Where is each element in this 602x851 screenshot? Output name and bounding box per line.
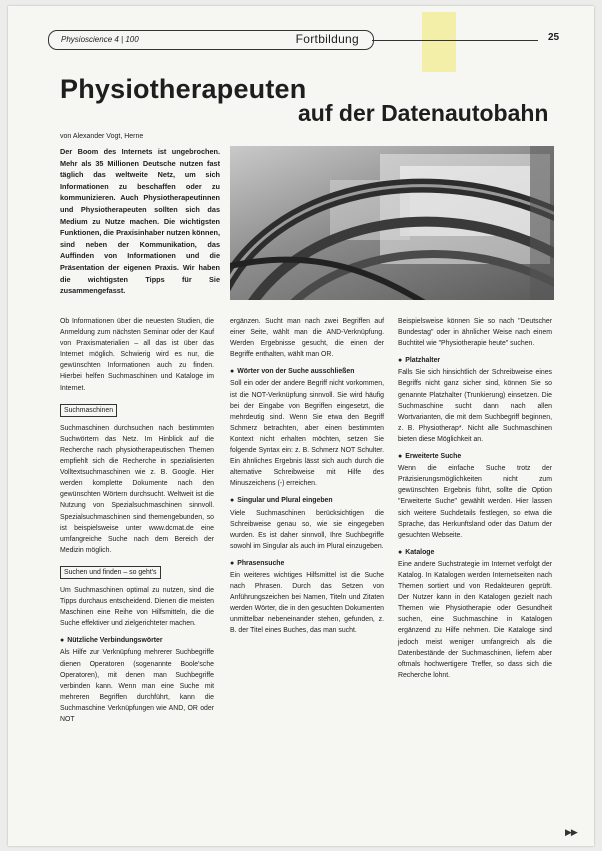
byline: von Alexander Vogt, Herne: [60, 133, 144, 140]
bullet-heading: ● Erweiterte Suche: [398, 451, 552, 462]
bullet-heading: ● Wörter von der Suche ausschließen: [230, 366, 384, 377]
bullet-heading: ● Singular und Plural eingeben: [230, 495, 384, 506]
paragraph: Viele Suchmaschinen berücksichtigen die Schreibweise genau so, wie sie eingegeben wurden. Es ist daher sinnvoll, Ihre Suchbegriffe sowohl im Singular als auch im Plural einzugeben.: [230, 509, 384, 550]
header-rule: [372, 40, 538, 41]
section-heading: Suchen und finden – so geht's: [60, 566, 161, 579]
paragraph: Eine andere Suchstrategie im Internet verfolgt der Katalog. In Katalogen werden Internetseiten nach Themen sortiert und von Redakteuren geprüft. Der Nutzer kann in den Katalogen gezielt nach Themen wie Physiotherapie oder Gesundheit suchen, eine Suchmaschine in Katalogen ergänzend zu Hilfe nehmen. Die Kataloge sind jedoch meist weniger umfangreich als die Datenbestände der Suchmaschinen, liefern aber oftmals hochwertigere Treffer, so dass sich die Recherche lohnt.: [398, 560, 552, 679]
article-subtitle: auf der Datenautobahn: [298, 100, 549, 126]
bullet-heading: ● Kataloge: [398, 547, 552, 558]
magazine-page: [8, 6, 594, 846]
highway-photo: [230, 146, 554, 300]
sticky-note: [422, 12, 456, 72]
page-number: 25: [548, 32, 560, 43]
section-label: Fortbildung: [295, 32, 359, 46]
highway-photo-illustration: [230, 146, 554, 300]
paragraph: Soll ein oder der andere Begriff nicht vorkommen, ist die NOT-Verknüpfung sinnvoll. Sie wird häufig bei der Eingabe von Begriffen eingesetzt, die mehrdeutig sind. Wenn Sie etwa den Begriff Schmerz betrachten, aber einen bestimmten Kontext nicht erhalten möchten, setzen Sie folgende Syntax ein: z. B. Schmerz NOT Schulter. Ein ähnliches Ergebnis lässt sich auch durch die alternative Schreibweise mit Hilfe des Minuszeichens (-) erreichen.: [230, 380, 384, 488]
paragraph: Um Suchmaschinen optimal zu nutzen, sind die Tipps durchaus entscheidend. Dienen die meisten Maschinen eine Reihe von Hilfsmitteln, die die Suche effektiver und zielgerichteter machen.: [60, 586, 214, 628]
bullet-heading: ● Nützliche Verbindungswörter: [60, 635, 214, 646]
text-column-1: [60, 316, 214, 731]
bullet-heading: ● Platzhalter: [398, 355, 552, 366]
text-column-2: [230, 316, 384, 643]
paragraph: Falls Sie sich hinsichtlich der Schreibweise eines Begriffs nicht ganz sicher sind, können Sie so genannte Platzhalter (Trunkierung) einsetzen. Die Suchmaschine sucht dann nach allen Wortvarianten, die mit dem Suchbegriff beginnen, z. B. Physiotherap*. Nicht alle Suchmaschinen bieten diese Möglichkeit an.: [398, 369, 552, 443]
paragraph: Ob Informationen über die neuesten Studien, die Anmeldung zum nächsten Seminar oder der Kauf von Praxismaterialien – all das ist über das Internet möglich. Schwierig wird es nur, die gewünschten Informationen auch zu finden. Hierbei helfen Suchmaschinen und Kataloge im Internet.: [60, 318, 214, 392]
text-column-3: [398, 316, 552, 687]
bullet-heading: ● Phrasensuche: [230, 558, 384, 569]
paragraph: Wenn die einfache Suche trotz der Präzisierungsmöglichkeiten nicht zum gewünschten Ergebnis führt, sollte die Option "Erweiterte Suche" gewählt werden. Hier lassen sich weitere Suchdetails festlegen, so etwa die Sprache, das Herkunftsland oder das Datum der gesuchten Webseite.: [398, 465, 552, 539]
paragraph: ergänzen. Sucht man nach zwei Begriffen auf einer Seite, wählt man die AND-Verknüpfung. Werden Ergebnisse gesucht, die einen der Begriffe enthalten, wählt man OR.: [230, 318, 384, 359]
continue-arrow-icon: ▶▶: [565, 827, 577, 837]
intro-text: Der Boom des Internets ist ungebrochen. Mehr als 35 Millionen Deutsche nutzen fast täglich das weltweite Netz, um sich Informationen zu beschaffen oder zu kommunizieren. Auch Physiotherapeutinnen und Physiotherapeuten sollten sich das Medium zu Nutze machen. Die wichtigsten Funktionen, die Praxisinhaber nutzen können, sind neben der Kommunikation, das Auffinden von Informationen und die Präsentation der eigenen Praxis. Wir haben die wichtigsten Tipps für Sie zusammengefasst.: [60, 147, 220, 296]
paragraph: Beispielsweise können Sie so nach "Deutscher Bundestag" oder in ähnlicher Weise nach einem Buchtitel wie "Physiotherapie heute" suchen.: [398, 318, 552, 348]
paragraph: Als Hilfe zur Verknüpfung mehrerer Suchbegriffe dienen Operatoren (sogenannte Boole'sche Operatoren), mit denen man Suchbegriffe verbinden kann. Wenn man eine Suche mit mehreren Begriffen durchführt, kann die Suchmaschine Verknüpfungen wie AND, OR oder NOT: [60, 649, 214, 723]
paragraph: Ein weiteres wichtiges Hilfsmittel ist die Suche nach Phrasen. Durch das Setzen von Anführungszeichen bei Namen, Titeln und Zitaten werden Wörter, die in den gesuchten Dokumenten unmittelbar nebeneinander stehen, gefunden, z. B. der Titel eines Buches, das man sucht.: [230, 571, 384, 635]
article-title: Physiotherapeuten: [60, 74, 307, 104]
section-heading: Suchmaschinen: [60, 404, 117, 417]
issue-label: Physioscience 4 | 100: [61, 35, 139, 44]
header-bar: [48, 30, 374, 50]
paragraph: Suchmaschinen durchsuchen nach bestimmten Suchwörtern das Netz. Im Hinblick auf die Recherche nach physiotherapeutischen Themen empfiehlt sich die Recherche in spezialisierten Volltextsuchmaschinen wie z. B. Google. Hier werden komplette Dokumente nach den gewünschten Wörtern durchsucht. Weltweit ist die Nutzung von Spezialsuchmaschinen sinnvoll. Spezialsuchmaschinen sind themengebunden, so ist beispielsweise unter www.dcmat.de eine umfangreiche Suche nach dem Bereich der Medizin möglich.: [60, 424, 214, 554]
